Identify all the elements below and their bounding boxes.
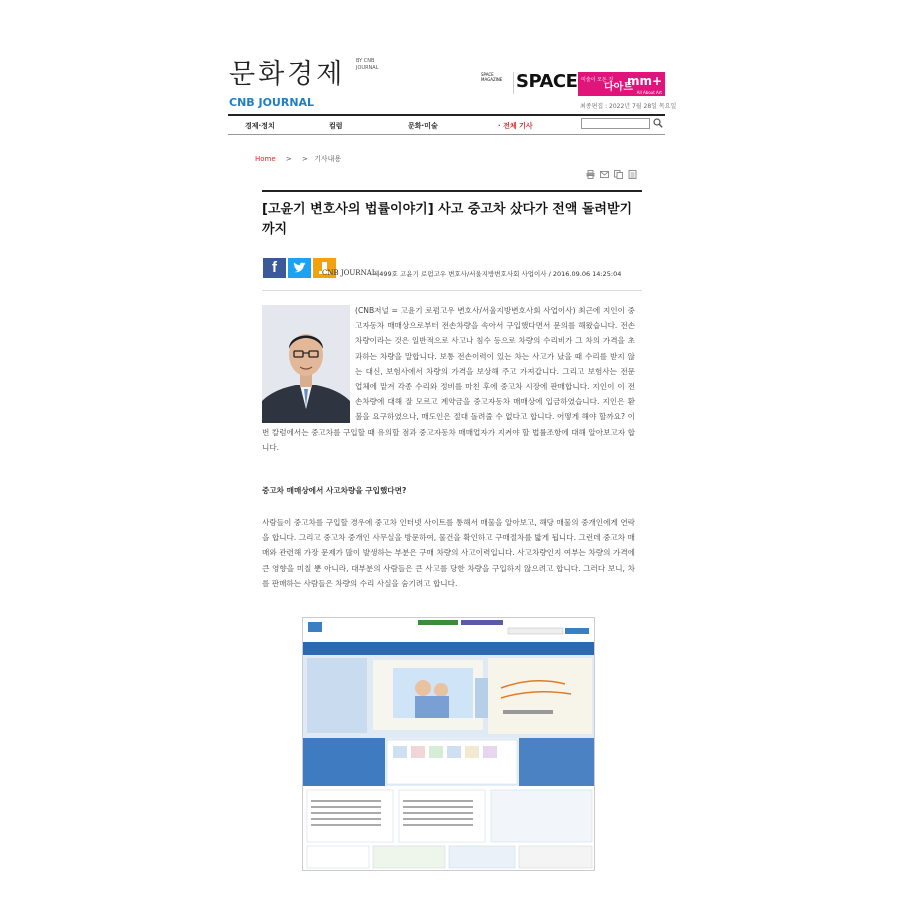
nav-item-column[interactable]: 컬럼 (329, 122, 343, 130)
article-byline: 제499호 고윤기 로펌고우 변호사/서울지방변호사회 사업이사 / 2016.09.06 14:25:04 (373, 270, 622, 278)
car-portal-screenshot-image (303, 618, 595, 871)
photo-float-spacer (262, 303, 355, 423)
article-subheading: 중고차 매매상에서 사고차량을 구입했다면? (262, 486, 407, 495)
title-divider (262, 190, 642, 192)
ad-space-banner[interactable]: SPACE (516, 71, 578, 92)
article-title: [고윤기 변호사의 법률이야기] 사고 중고차 샀다가 전액 돌려받기까지 (262, 202, 633, 237)
print-icon[interactable] (586, 170, 595, 179)
email-icon[interactable] (600, 170, 609, 179)
breadcrumb (255, 154, 341, 164)
nav-item-economy-politics[interactable]: 경제·정치 (245, 122, 275, 130)
breadcrumb-home[interactable]: Home (255, 155, 276, 163)
last-updated-date: 최종편집 : 2022년 7월 28일 목요일 (580, 103, 677, 110)
article-paragraph: 사람들이 중고차를 구입할 경우에 중고차 인터넷 사이트를 통해서 매물을 알아보고, 해당 매물의 중개인에게 연락을 합니다. 그리고 중고차 중개인 사무실을 방문하여, 물건을 확인하고 구매절차를 밟게 됩니다. 그런데 중고차 매매와 관련해 가장 문제가 많이 발생하는 부분은 구매 차량의 사고이력입니다. 사고차량인지 여부는 차량의 가격에 큰 영향을 미칠 뿐 아니라, 대부분의 사람들은 큰 사고를 당한 차량을 구입하지 않으려고 합니다. 그러다 보니, 차를 판매하는 사람들은 차량의 수리 사실을 숨기려고 합니다. (262, 518, 635, 588)
article-paragraph-text: (CNB저널 = 고윤기 로펌고우 변호사/서울지방변호사회 사업이사) 최근에 지인이 중고자동차 매매상으로부터 전손차량을 속아서 구입했다면서 문의를 해왔습니다. 전손차량이라는 것은 일반적으로 사고나 침수 등으로 차량의 수리비가 그 차의 가격을 초과하는 차량을 말합니다. 보통 전손이력이 있는 차는 사고가 났을 때 수리를 받지 않는 대신, 보험사에서 차량의 가격을 보상해 주고 가져갑니다. 그리고 보험사는 전문 업체에 맡겨 각종 수리와 정비를 마친 후에 중고차 시장에 판매합니다. 지인이 이 전손차량에 대해 잘 모르고 계약금을 중고자동차 매매상에 입금하였습니다. 지인은 환불을 요구하였으나, 매도인은 절대 돌려줄 수 없다고 합니다. 어떻게 해야 할까요? 이번 칼럼에서는 중고차를 구입할 때 유의할 점과 중고자동차 매매업자가 지켜야 할 법률조항에 대해 알아보고자 합니다. (262, 306, 635, 452)
breadcrumb-separator: > (285, 155, 292, 163)
ad-space-magazine-label[interactable]: SPACE MAGAZINE (481, 72, 514, 94)
search-input[interactable] (581, 118, 650, 129)
ad-mmart-tagline: 미술이 모든 것 (581, 77, 614, 83)
ad-mmart-name: 다아트 (604, 82, 633, 93)
facebook-share-button[interactable]: f (263, 258, 286, 278)
embedded-website-screenshot (302, 617, 595, 871)
logo-subtitle: BY CNB JOURNAL (356, 58, 379, 71)
breadcrumb-current: 기사내용 (314, 155, 342, 163)
breadcrumb-separator: > (302, 155, 308, 163)
ad-mmart-banner[interactable] (578, 72, 665, 96)
byline-divider (262, 290, 642, 291)
article-paragraph (262, 303, 635, 455)
twitter-share-button[interactable] (288, 258, 311, 278)
nav-item-culture-art[interactable]: 문화·미술 (408, 122, 438, 130)
copy-icon[interactable] (614, 170, 623, 179)
ad-mmart-logo: mm+ (626, 74, 662, 88)
nav-item-all-articles[interactable]: · 전체 기사 (498, 122, 533, 130)
list-icon[interactable] (628, 170, 637, 179)
search-icon[interactable] (653, 118, 663, 128)
site-logo[interactable]: 문화경제 (229, 59, 346, 90)
ad-mmart-sub: All About Art (636, 90, 662, 95)
site-logo-en[interactable]: CNB JOURNAL (229, 96, 315, 109)
byline-logo: CNB JOURNAL (322, 269, 377, 277)
